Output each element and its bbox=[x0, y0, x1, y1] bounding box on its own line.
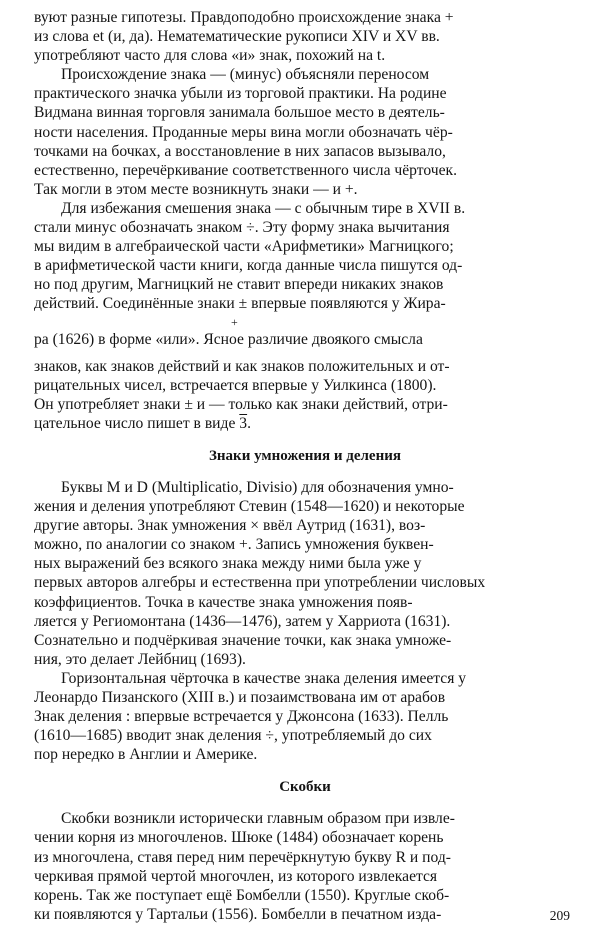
paragraph-multiplication bbox=[34, 478, 576, 669]
text-line: Скобки возникли исторически главным образом при извле- bbox=[61, 810, 455, 828]
text-line: вуют разные гипотезы. Правдоподобно происхождение знака + bbox=[34, 9, 454, 26]
text-line: цательное число пишет в виде 3. bbox=[34, 414, 251, 432]
text-line: ных выражений без всякого знака между ними была уже у bbox=[34, 555, 422, 573]
text-line: Видмана винная торговля занимала большое место в деятель- bbox=[34, 104, 445, 122]
text-line: точками на бочках, а восстановление в них запасов вызывало, bbox=[34, 142, 446, 160]
text-line: другие авторы. Знак умножения × ввёл Аутрид (1631), воз- bbox=[34, 517, 426, 535]
text-line: мы видим в алгебраической части «Арифметики» Магницкого; bbox=[34, 238, 454, 256]
text-line: ляется у Региомонтана (1436—1476), затем у Харриота (1631). bbox=[34, 612, 451, 630]
text-line: из слова et (и, да). Нематематические рукописи XIV и XV вв. bbox=[34, 28, 440, 46]
paragraph-brackets bbox=[34, 809, 576, 924]
text-line: первых авторов алгебры и естественна при употреблении числовых bbox=[34, 574, 486, 592]
section-heading-multiplication-division: Знаки умножения и деления bbox=[209, 447, 401, 464]
paragraph-plus-origin bbox=[34, 8, 576, 65]
text-line: знаков, как знаков действий и как знаков положительных и от- bbox=[34, 357, 450, 375]
text-line: ра (1626) в форме «или». Ясное различие двоякого смысла bbox=[34, 330, 423, 348]
text-line: ния, это делает Лейбниц (1693). bbox=[34, 650, 246, 668]
text-line: (1610—1685) вводит знак деления ÷, употребляемый до сих bbox=[34, 727, 432, 745]
text-line: в арифметической части книги, когда данные числа пишутся од- bbox=[34, 257, 463, 275]
page-number: 209 bbox=[549, 908, 570, 923]
text-line: коэффициентов. Точка в качестве знака умножения появ- bbox=[34, 593, 413, 611]
paragraph-division bbox=[34, 669, 576, 764]
text-line: жения и деления употребляют Стевин (1548—1620) и некоторые bbox=[34, 498, 465, 516]
text-line: Происхождение знака — (минус) объясняли переносом bbox=[61, 66, 430, 84]
text-line: стали минус обозначать знаком ÷. Эту форму знака вычитания bbox=[34, 219, 450, 237]
text-line: но под другим, Магницкий не ставит впереди никаких знаков bbox=[34, 276, 444, 294]
text-line: употребляют часто для слова «и» знак, похожий на t. bbox=[34, 47, 386, 65]
text-line: Так могли в этом месте возникнуть знаки — и +. bbox=[34, 180, 358, 198]
text-line: ки появляются у Тартальи (1556). Бомбелли в печатном изда- bbox=[34, 905, 442, 923]
text-line: можно, по аналогии со знаком +. Запись умножения буквен- bbox=[34, 536, 434, 554]
text-line: действий. Соединённые знаки ± впервые появляются у Жира- bbox=[34, 295, 446, 313]
superscript-plus-mark: + bbox=[231, 314, 238, 329]
text-line: из многочлена, ставя перед ним перечёркнутую букву R и под- bbox=[34, 848, 451, 866]
text-line: Для избежания смешения знака — с обычным тире в XVII в. bbox=[61, 199, 466, 217]
text-line: Буквы M и D (Multiplicatio, Divisio) для обозначения умно- bbox=[61, 478, 454, 496]
text-line: ности населения. Проданные меры вина могли обозначать чёр- bbox=[34, 123, 453, 141]
paragraph-minus-origin bbox=[34, 65, 576, 199]
text-line: Он употребляет знаки ± и — только как знаки действий, отри- bbox=[34, 395, 448, 413]
text-fragment: цательное число пишет в виде bbox=[34, 414, 236, 432]
text-line: чении корня из многочленов. Шюке (1484) обозначает корень bbox=[34, 829, 444, 847]
section-heading-brackets: Скобки bbox=[279, 779, 331, 796]
text-line: Знак деления : впервые встречается у Джонсона (1633). Пелль bbox=[34, 708, 449, 726]
negative-number-overline: 3 bbox=[239, 414, 248, 432]
text-line: корень. Так же поступает ещё Бомбелли (1550). Круглые скоб- bbox=[34, 886, 450, 904]
text-line: Леонардо Пизанского (XIII в.) и позаимствована им от арабов bbox=[34, 689, 446, 706]
text-line: рицательных чисел, встречается впервые у Уилкинса (1800). bbox=[34, 376, 437, 394]
text-line: Горизонтальная чёрточка в качестве знака деления имеется у bbox=[61, 669, 467, 687]
text-line: практического значка убыли из торговой практики. На родине bbox=[34, 85, 447, 103]
text-line: Сознательно и подчёркивая значение точки, как знака умноже- bbox=[34, 631, 452, 649]
text-line: пор нередко в Англии и Америке. bbox=[34, 746, 258, 764]
paragraph-minus-sign bbox=[34, 199, 576, 433]
text-line: черкивая прямой чертой многочлен, из которого извлекается bbox=[34, 867, 438, 885]
text-line: естественно, перечёркивание соответственного числа чёрточек. bbox=[34, 161, 457, 179]
